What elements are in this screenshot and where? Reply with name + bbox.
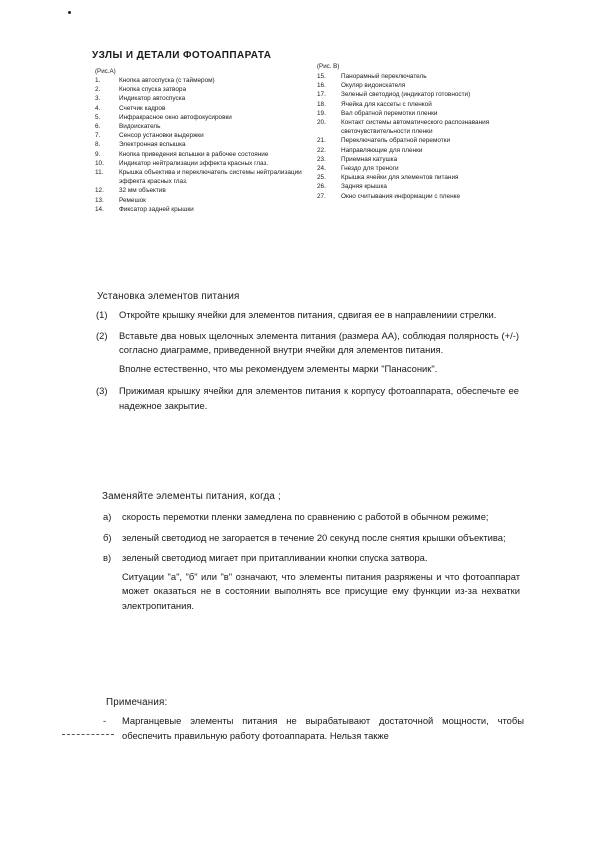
condition-item xyxy=(103,531,520,546)
part-label: Направляющие для пленки xyxy=(341,146,423,154)
part-number: 9. xyxy=(95,150,101,158)
part-item xyxy=(317,81,542,90)
condition-item xyxy=(103,551,520,566)
part-item xyxy=(317,72,542,81)
step-text: Вставьте два новых щелочных элемента питания (размера АА), соблюдая полярность (+/-) согласно диаграмме, приведенной внутри ячейки для элементов питания. xyxy=(119,329,519,356)
part-item xyxy=(317,192,542,201)
note-dash: - xyxy=(103,715,107,726)
part-item xyxy=(317,182,542,191)
install-step xyxy=(96,384,519,413)
install-steps xyxy=(96,308,519,420)
part-label: Индикатор автоспуска xyxy=(119,95,186,103)
part-label: Панорамный переключатель xyxy=(341,73,427,80)
part-label: Инфракрасное окно автофокусировки xyxy=(119,113,232,121)
condition-letter: б) xyxy=(103,531,112,543)
part-item xyxy=(95,186,310,195)
install-heading: Установка элементов питания xyxy=(97,291,240,302)
part-label: Ячейка для кассеты с пленкой xyxy=(341,100,432,108)
part-label: Индикатор нейтрализации эффекта красных глаз. xyxy=(119,159,269,167)
step-text: Прижимая крышку ячейки для элементов питания к корпусу фотоаппарата, обеспечьте ее надежное закрытие. xyxy=(119,385,519,411)
part-item xyxy=(95,159,310,168)
part-label: Зеленый светодиод (индикатор готовности) xyxy=(341,91,471,99)
part-item xyxy=(95,113,310,122)
part-item xyxy=(317,100,542,109)
part-number: 25. xyxy=(317,174,326,182)
part-number: 1. xyxy=(95,77,101,84)
note-item xyxy=(103,714,524,743)
replace-heading: Заменяйте элементы питания, когда ; xyxy=(102,491,281,502)
part-item xyxy=(317,136,542,145)
part-number: 27. xyxy=(317,192,326,200)
part-number: 23. xyxy=(317,155,326,163)
part-item xyxy=(95,85,310,94)
condition-letter: в) xyxy=(103,552,112,564)
part-label: Кнопка приведения вспышки в рабочее состояние xyxy=(119,150,269,158)
part-label: Крышка объектива и переключатель системы нейтрализации эффекта красных глаз. xyxy=(119,169,302,186)
part-label: Окуляр видоискателя xyxy=(341,82,406,90)
part-label: Кнопка автоспуска (с таймером) xyxy=(119,77,215,84)
part-label: Электронная вспышка xyxy=(119,141,186,149)
step-number: (2) xyxy=(96,329,108,341)
part-label: Видоискатель xyxy=(119,123,161,131)
figure-b-label: (Рис. В) xyxy=(317,63,340,70)
notes-heading: Примечания: xyxy=(106,697,168,708)
figure-a-label: (Рис.А) xyxy=(95,68,116,75)
part-number: 11. xyxy=(95,169,104,177)
part-label: Задняя крышка xyxy=(341,183,387,191)
part-number: 5. xyxy=(95,113,101,121)
part-number: 18. xyxy=(317,100,326,108)
step-text: Откройте крышку ячейки для элементов питания, сдвигая ее в направлениии стрелки. xyxy=(119,309,497,320)
replace-note: Ситуации "а", "б" или "в" означают, что элементы питания разряжены и что фотоаппарат может оказаться не в состоянии выполнять все присущие ему функции из-за нехватки электропитания. xyxy=(122,570,520,611)
part-number: 4. xyxy=(95,104,101,112)
part-number: 21. xyxy=(317,137,326,145)
part-number: 14. xyxy=(95,205,104,213)
part-number: 17. xyxy=(317,91,326,99)
part-number: 3. xyxy=(95,95,101,103)
condition-text: скорость перемотки пленки замедлена по сравнению с работой в обычном режиме; xyxy=(122,511,489,522)
part-label: Ремешок xyxy=(119,196,146,204)
parts-list-a xyxy=(95,76,310,214)
part-number: 16. xyxy=(317,82,326,90)
part-item xyxy=(95,104,310,113)
part-item xyxy=(317,118,542,136)
parts-list-b xyxy=(317,72,542,201)
part-item xyxy=(95,150,310,159)
part-item xyxy=(95,131,310,140)
part-item xyxy=(317,109,542,118)
part-label: Сенсор установки выдержки xyxy=(119,132,204,140)
part-number: 19. xyxy=(317,109,326,117)
part-label: 32 мм объектив xyxy=(119,187,166,195)
part-item xyxy=(95,122,310,131)
part-label: Вал обратной перемотки пленки xyxy=(341,109,438,117)
part-number: 13. xyxy=(95,196,104,204)
install-step xyxy=(96,329,519,358)
part-item xyxy=(95,205,310,214)
part-number: 7. xyxy=(95,132,101,140)
part-label: Фиксатор задней крышки xyxy=(119,205,194,213)
part-item xyxy=(95,140,310,149)
condition-letter: а) xyxy=(103,511,112,522)
part-item xyxy=(95,168,310,186)
condition-text: зеленый светодиод не загорается в течение 20 секунд после снятия крышки объектива; xyxy=(122,531,506,543)
part-label: Крышка ячейки для элементов питания xyxy=(341,174,459,182)
part-item xyxy=(317,90,542,99)
notes-list xyxy=(103,714,524,749)
condition-item xyxy=(103,510,520,525)
speck-mark xyxy=(68,11,71,14)
install-step xyxy=(96,308,519,323)
part-label: Окно считывания информации с пленке xyxy=(341,192,461,200)
part-label: Счетчик кадров xyxy=(119,104,166,112)
part-number: 8. xyxy=(95,141,101,149)
condition-text: зеленый светодиод мигает при притапливании кнопки спуска затвора. xyxy=(122,552,428,564)
part-label: Кнопка спуска затвора xyxy=(119,86,187,94)
page-title: УЗЛЫ И ДЕТАЛИ ФОТОАППАРАТА xyxy=(92,50,272,61)
part-number: 22. xyxy=(317,146,326,154)
part-number: 15. xyxy=(317,73,326,80)
part-item xyxy=(317,146,542,155)
step-number: (1) xyxy=(96,309,108,320)
part-number: 12. xyxy=(95,187,104,195)
part-number: 20. xyxy=(317,119,326,127)
part-item xyxy=(317,164,542,173)
part-item xyxy=(317,173,542,182)
part-label: Переключатель обратной перемотки xyxy=(341,137,451,145)
scan-artifact-line xyxy=(62,734,114,736)
install-note: Вполне естественно, что мы рекомендуем элементы марки "Панасоник". xyxy=(119,362,438,374)
part-item xyxy=(95,94,310,103)
part-number: 26. xyxy=(317,183,326,191)
part-number: 6. xyxy=(95,123,101,131)
note-text: Марганцевые элементы питания не вырабатывают достаточной мощности, чтобы обеспечить правильную работу фотоаппарата. Нельзя также xyxy=(122,715,524,741)
part-label: Гнездо для треноги xyxy=(341,165,399,173)
part-number: 24. xyxy=(317,165,326,173)
step-number: (3) xyxy=(96,385,108,397)
replace-conditions xyxy=(103,510,520,622)
part-label: Приемная катушка xyxy=(341,155,398,163)
part-number: 10. xyxy=(95,159,104,167)
part-item xyxy=(95,76,310,85)
part-number: 2. xyxy=(95,86,101,94)
part-item xyxy=(95,196,310,205)
part-label: Контакт системы автоматического распознавания светочувствительности пленки xyxy=(341,119,490,136)
part-item xyxy=(317,155,542,164)
